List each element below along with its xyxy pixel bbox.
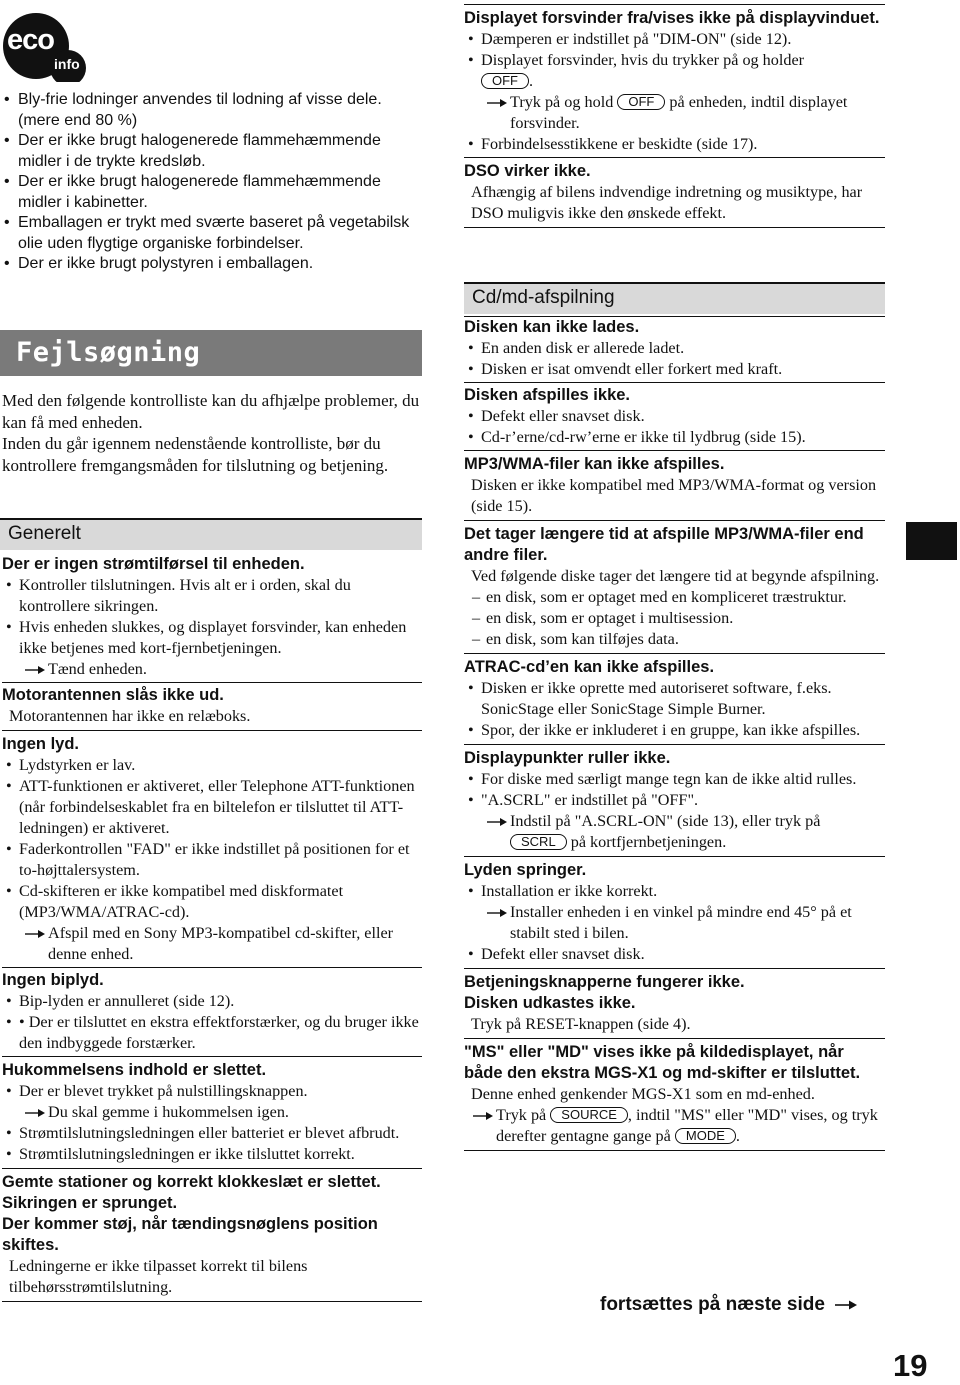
divider bbox=[464, 1150, 885, 1151]
intro-paragraph: Med den følgende kontrolliste kan du afhjælpe problemer, du kan få med enheden. bbox=[2, 391, 420, 432]
arrow-right-icon bbox=[486, 908, 508, 918]
question: Hukommelsens indhold er slettet. bbox=[2, 1061, 267, 1079]
remedy bbox=[464, 811, 885, 853]
divider bbox=[2, 1301, 422, 1302]
remedy-text: på enheden, indtil displayet forsvinder. bbox=[510, 93, 848, 132]
paragraph: Denne enhed genkender MGS-X1 som en md-enhed. bbox=[471, 1085, 815, 1103]
question: Displaypunkter ruller ikke. bbox=[464, 749, 671, 767]
eco-item: • Der er ikke brugt halogenerede flammehæmmende midler i de trykte kredsløb. bbox=[2, 131, 422, 172]
paragraph: Motorantennen har ikke en relæboks. bbox=[9, 707, 251, 725]
divider bbox=[464, 520, 885, 521]
bullet: • Bip-lyden er annulleret (side 12). bbox=[2, 991, 422, 1012]
arrow-right-icon bbox=[834, 1299, 858, 1311]
intro-text bbox=[2, 390, 422, 476]
dash-item: – en disk, som er optaget med en kompliceret træstruktur. bbox=[464, 587, 885, 608]
remedy bbox=[464, 902, 885, 944]
bullet: • Disken er isat omvendt eller forkert med kraft. bbox=[464, 359, 885, 380]
off-key-icon: OFF bbox=[481, 73, 529, 89]
question: MP3/WMA-filer kan ikke afspilles. bbox=[464, 455, 725, 473]
question: Betjeningsknapperne fungerer ikke. bbox=[464, 973, 745, 991]
section-banner bbox=[0, 330, 422, 376]
intro-paragraph: Inden du går igennem nedenstående kontrolliste, bør du kontrollere fremgangsmåden for tilslutning og betjening. bbox=[2, 434, 389, 475]
eco-item: • Bly-frie lodninger anvendes til lodning af visse dele. (mere end 80 %) bbox=[2, 90, 422, 131]
question: Ingen lyd. bbox=[2, 735, 80, 753]
divider bbox=[464, 653, 885, 654]
remedy bbox=[2, 1102, 422, 1123]
arrow-right-icon bbox=[24, 1108, 46, 1118]
divider bbox=[464, 157, 885, 158]
question: ATRAC-cd’en kan ikke afspilles. bbox=[464, 658, 715, 676]
divider bbox=[464, 382, 885, 383]
question: DSO virker ikke. bbox=[464, 162, 591, 180]
scrl-key-icon: SCRL bbox=[510, 834, 567, 850]
bullet-text: Displayet forsvinder, hvis du trykker på og holder bbox=[481, 51, 805, 69]
eco-item: • Der er ikke brugt halogenerede flammehæmmende midler i kabinetter. bbox=[2, 172, 422, 213]
eco-logo-info: info bbox=[54, 56, 80, 72]
bullet: • Disken er ikke oprette med autoriseret software, f.eks. SonicStage eller SonicStage Simple Burner. bbox=[464, 678, 885, 720]
divider bbox=[464, 227, 885, 228]
dash-item: – en disk, som er optaget i multisession. bbox=[464, 608, 885, 629]
remedy-text: Tryk på og hold bbox=[510, 93, 614, 111]
dash-item: – en disk, som kan tilføjes data. bbox=[464, 629, 885, 650]
paragraph: Tryk på RESET-knappen (side 4). bbox=[471, 1015, 691, 1033]
remedy-text: Afspil med en Sony MP3-kompatibel cd-skifter, eller denne enhed. bbox=[48, 924, 394, 963]
divider bbox=[2, 730, 422, 731]
question: Gemte stationer og korrekt klokkeslæt er slettet. bbox=[2, 1173, 381, 1191]
eco-logo-text: eco bbox=[7, 24, 54, 56]
bullet-end: . bbox=[529, 72, 534, 90]
eco-logo bbox=[2, 10, 88, 82]
paragraph: Ledningerne er ikke tilpasset korrekt til bilens tilbehørsstrømtilslutning. bbox=[9, 1257, 308, 1296]
bullet bbox=[464, 50, 885, 92]
right-column bbox=[464, 4, 885, 228]
bullet: • Installation er ikke korrekt. bbox=[464, 881, 885, 902]
bullet: • Forbindelsesstikkene er beskidte (side 17). bbox=[464, 134, 885, 155]
eco-item: • Der er ikke brugt polystyren i emballagen. bbox=[2, 254, 422, 275]
subsection-title: Generelt bbox=[8, 523, 81, 544]
section-title: Fejlsøgning bbox=[16, 337, 201, 368]
subsection-header-generelt bbox=[0, 518, 422, 550]
right-column-cd bbox=[464, 316, 885, 1151]
remedy-text: Indstil på "A.SCRL-ON" (side 13), eller tryk på bbox=[510, 812, 821, 830]
page-number: 19 bbox=[893, 1348, 928, 1383]
off-key-icon: OFF bbox=[617, 94, 665, 110]
subsection-header-cd-md bbox=[464, 282, 885, 314]
divider bbox=[464, 968, 885, 969]
mode-key-icon: MODE bbox=[675, 1128, 736, 1144]
page-tab bbox=[906, 522, 957, 560]
arrow-right-icon bbox=[24, 665, 46, 675]
divider bbox=[464, 856, 885, 857]
left-column bbox=[2, 554, 422, 1302]
bullet: • Cd-r’erne/cd-rw’erne er ikke til lydbrug (side 15). bbox=[464, 427, 885, 448]
remedy-text: Tænd enheden. bbox=[48, 660, 147, 678]
bullet: • Faderkontrollen "FAD" er ikke indstillet på positionen for et to-højttalersystem. bbox=[2, 839, 422, 881]
divider bbox=[2, 967, 422, 968]
bullet: • ATT-funktionen er aktiveret, eller Telephone ATT-funktionen (når forbindelseskablet fra en biltelefon er tilsluttet til ATT-ledningen) er aktiveret. bbox=[2, 776, 422, 839]
remedy-text: Installer enheden i en vinkel på mindre end 45° på et stabilt sted i bilen. bbox=[510, 903, 852, 942]
question: Displayet forsvinder fra/vises ikke på displayvinduet. bbox=[464, 9, 880, 27]
arrow-right-icon bbox=[24, 929, 46, 939]
remedy bbox=[2, 923, 422, 965]
question: Der kommer støj, når tændingsnøglens position skiftes. bbox=[2, 1215, 378, 1254]
bullet: • Dæmperen er indstillet på "DIM-ON" (side 12). bbox=[464, 29, 885, 50]
bullet: • Strømtilslutningsledningen er ikke tilsluttet korrekt. bbox=[2, 1144, 422, 1165]
paragraph: Afhængig af bilens indvendige indretning og musiktype, har DSO muligvis ikke den ønskede effekt. bbox=[471, 183, 863, 222]
continue-text: fortsættes på næste side bbox=[600, 1294, 825, 1315]
question: Ingen biplyd. bbox=[2, 971, 104, 989]
question: Lyden springer. bbox=[464, 861, 587, 879]
eco-info-list bbox=[2, 90, 422, 275]
bullet: • Lydstyrken er lav. bbox=[2, 755, 422, 776]
remedy-text: Du skal gemme i hukommelsen igen. bbox=[48, 1103, 289, 1121]
continue-note bbox=[600, 1294, 858, 1316]
source-key-icon: SOURCE bbox=[550, 1107, 628, 1123]
remedy-text: . bbox=[735, 1127, 740, 1145]
bullet: • Strømtilslutningsledningen eller batteriet er blevet afbrudt. bbox=[2, 1123, 422, 1144]
remedy-text: på kortfjernbetjeningen. bbox=[570, 833, 727, 851]
remedy bbox=[464, 92, 885, 134]
bullet: • Kontroller tilslutningen. Hvis alt er i orden, skal du kontrollere sikringen. bbox=[2, 575, 422, 617]
bullet: • Cd-skifteren er ikke kompatibel med diskformatet (MP3/WMA/ATRAC-cd). bbox=[2, 881, 422, 923]
bullet: • For diske med særligt mange tegn kan de ikke altid rulles. bbox=[464, 769, 885, 790]
bullet: • Defekt eller snavset disk. bbox=[464, 406, 885, 427]
question: Sikringen er sprunget. bbox=[2, 1194, 178, 1212]
question: Disken kan ikke lades. bbox=[464, 318, 640, 336]
remedy-text: , indtil "MS" eller "MD" vises, og tryk derefter gentagne gange på bbox=[496, 1106, 878, 1145]
bullet: • "A.SCRL" er indstillet på "OFF". bbox=[464, 790, 885, 811]
subsection-title: Cd/md-afspilning bbox=[472, 287, 615, 308]
question: Der er ingen strømtilførsel til enheden. bbox=[2, 555, 305, 573]
eco-item: • Emballagen er trykt med sværte baseret på vegetabilsk olie uden flygtige organiske forbindelser. bbox=[2, 213, 422, 254]
paragraph: Ved følgende diske tager det længere tid at begynde afspilning. bbox=[471, 567, 880, 585]
divider bbox=[464, 1038, 885, 1039]
bullet: • En anden disk er allerede ladet. bbox=[464, 338, 885, 359]
question: Disken afspilles ikke. bbox=[464, 386, 631, 404]
remedy-text: Tryk på bbox=[496, 1106, 547, 1124]
divider bbox=[2, 682, 422, 683]
bullet: • Der er blevet trykket på nulstillingsknappen. bbox=[2, 1081, 422, 1102]
bullet: • • Der er tilsluttet en ekstra effektforstærker, og du bruger ikke den indbyggede forstærker. bbox=[2, 1012, 422, 1054]
arrow-right-icon bbox=[472, 1111, 494, 1121]
divider bbox=[464, 450, 885, 451]
remedy bbox=[2, 659, 422, 680]
arrow-right-icon bbox=[486, 98, 508, 108]
arrow-right-icon bbox=[486, 817, 508, 827]
question: Det tager længere tid at afspille MP3/WMA-filer end andre filer. bbox=[464, 525, 864, 564]
question: Disken udkastes ikke. bbox=[464, 994, 636, 1012]
paragraph: Disken er ikke kompatibel med MP3/WMA-format og version (side 15). bbox=[471, 476, 877, 515]
divider bbox=[2, 1056, 422, 1057]
divider bbox=[2, 1168, 422, 1169]
bullet: • Defekt eller snavset disk. bbox=[464, 944, 885, 965]
bullet: • Spor, der ikke er inkluderet i en gruppe, kan ikke afspilles. bbox=[464, 720, 885, 741]
question: Motorantennen slås ikke ud. bbox=[2, 686, 224, 704]
divider bbox=[464, 4, 885, 5]
remedy bbox=[464, 1105, 885, 1147]
question: "MS" eller "MD" vises ikke på kildedisplayet, når både den ekstra MGS-X1 og md-skifter er tilsluttet. bbox=[464, 1043, 861, 1082]
bullet: • Hvis enheden slukkes, og displayet forsvinder, kan enheden ikke betjenes med kort-fjernbetjeningen. bbox=[2, 617, 422, 659]
divider bbox=[464, 744, 885, 745]
